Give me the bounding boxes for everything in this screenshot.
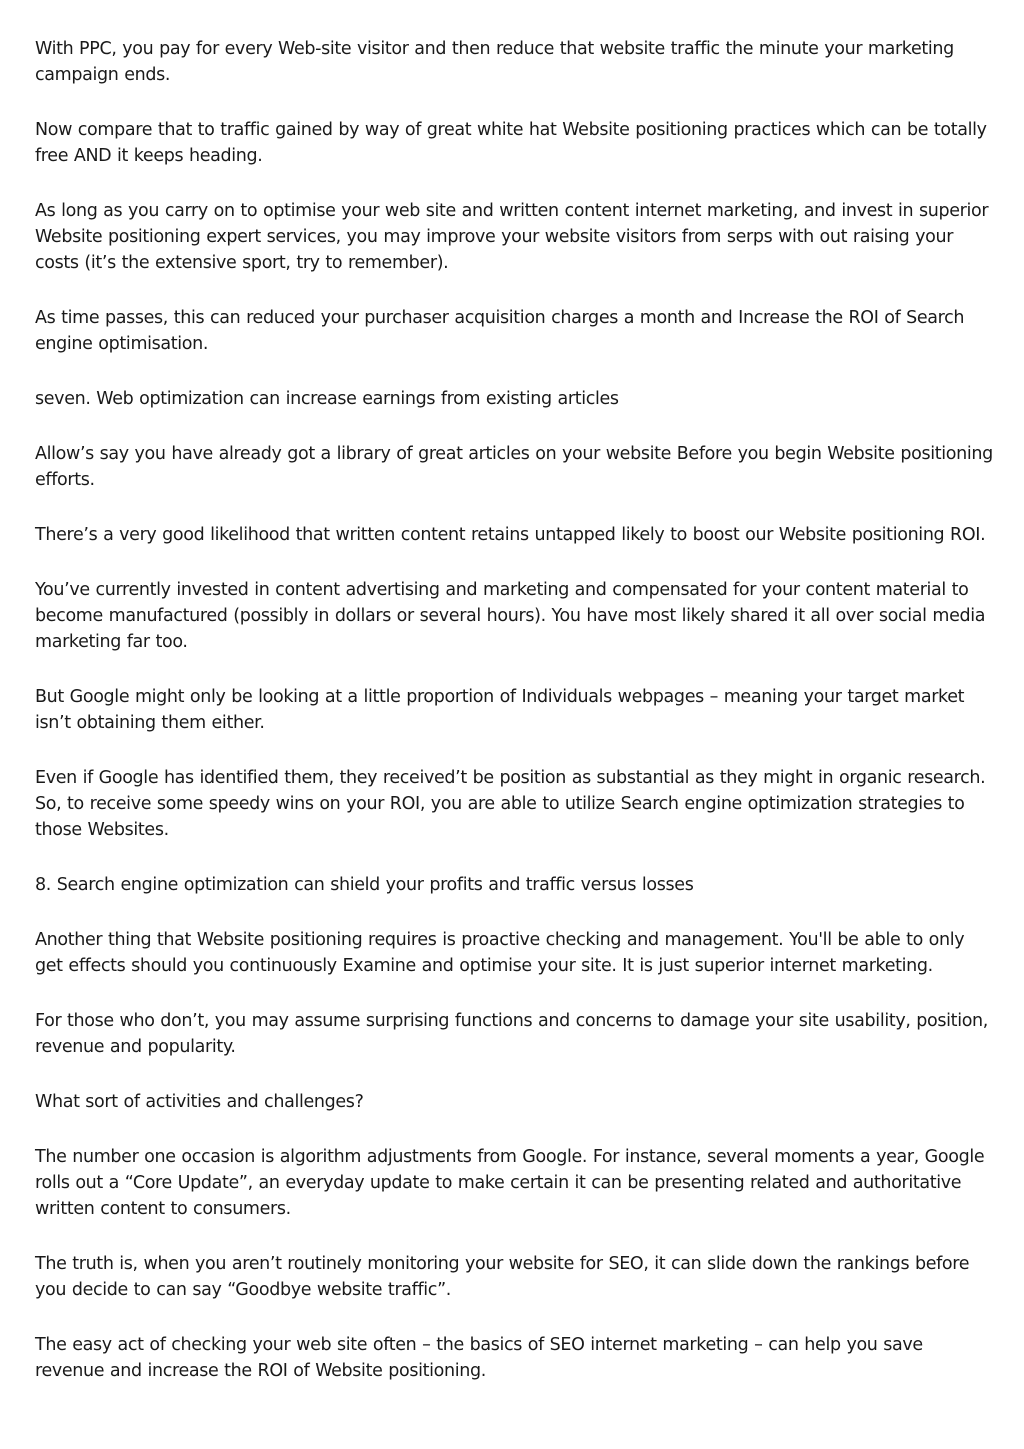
paragraph: Allow’s say you have already got a library of great articles on your website Before you begin Website positioning efforts. — [35, 444, 993, 490]
paragraph: The truth is, when you aren’t routinely monitoring your website for SEO, it can slide down the rankings before you decide to can say “Goodbye website traffic”. — [35, 1254, 970, 1300]
document-body — [35, 36, 995, 1413]
paragraph: As time passes, this can reduced your purchaser acquisition charges a month and Increase the ROI of Search engine optimisation. — [35, 308, 965, 354]
paragraph: For those who don’t, you may assume surprising functions and concerns to damage your site usability, position, revenue and popularity. — [35, 1011, 989, 1057]
paragraph: The number one occasion is algorithm adjustments from Google. For instance, several moments a year, Google rolls out a “Core Update”, an everyday update to make certain it can be presenting related and authoritative written content to consumers. — [35, 1147, 985, 1219]
paragraph: Now compare that to traffic gained by way of great white hat Website positioning practices which can be totally free AND it keeps heading. — [35, 120, 987, 166]
paragraph: What sort of activities and challenges? — [35, 1092, 364, 1112]
paragraph: Another thing that Website positioning requires is proactive checking and management. You'll be able to only get effects should you continuously Examine and optimise your site. It is just superior internet marketing. — [35, 930, 965, 976]
paragraph: With PPC, you pay for every Web-site visitor and then reduce that website traffic the minute your marketing campaign ends. — [35, 39, 954, 85]
section-heading: seven. Web optimization can increase earnings from existing articles — [35, 389, 619, 409]
section-heading: 8. Search engine optimization can shield your profits and traffic versus losses — [35, 875, 694, 895]
paragraph: There’s a very good likelihood that written content retains untapped likely to boost our Website positioning ROI. — [35, 525, 986, 545]
paragraph: But Google might only be looking at a little proportion of Individuals webpages – meaning your target market isn’t obtaining them either. — [35, 687, 965, 733]
paragraph: The easy act of checking your web site often – the basics of SEO internet marketing – can help you save revenue and increase the ROI of Website positioning. — [35, 1335, 923, 1381]
paragraph: Even if Google has identified them, they received’t be position as substantial as they might in organic research. So, to receive some speedy wins on your ROI, you are able to utilize Search engine optimization strategies to those Websites. — [35, 768, 986, 840]
paragraph: You’ve currently invested in content advertising and marketing and compensated for your content material to become manufactured (possibly in dollars or several hours). You have most likely shared it all over social media marketing far too. — [35, 580, 986, 652]
paragraph: As long as you carry on to optimise your web site and written content internet marketing, and invest in superior Website positioning expert services, you may improve your website visitors from serps with out raising your costs (it’s the extensive sport, try to remember). — [35, 201, 989, 273]
